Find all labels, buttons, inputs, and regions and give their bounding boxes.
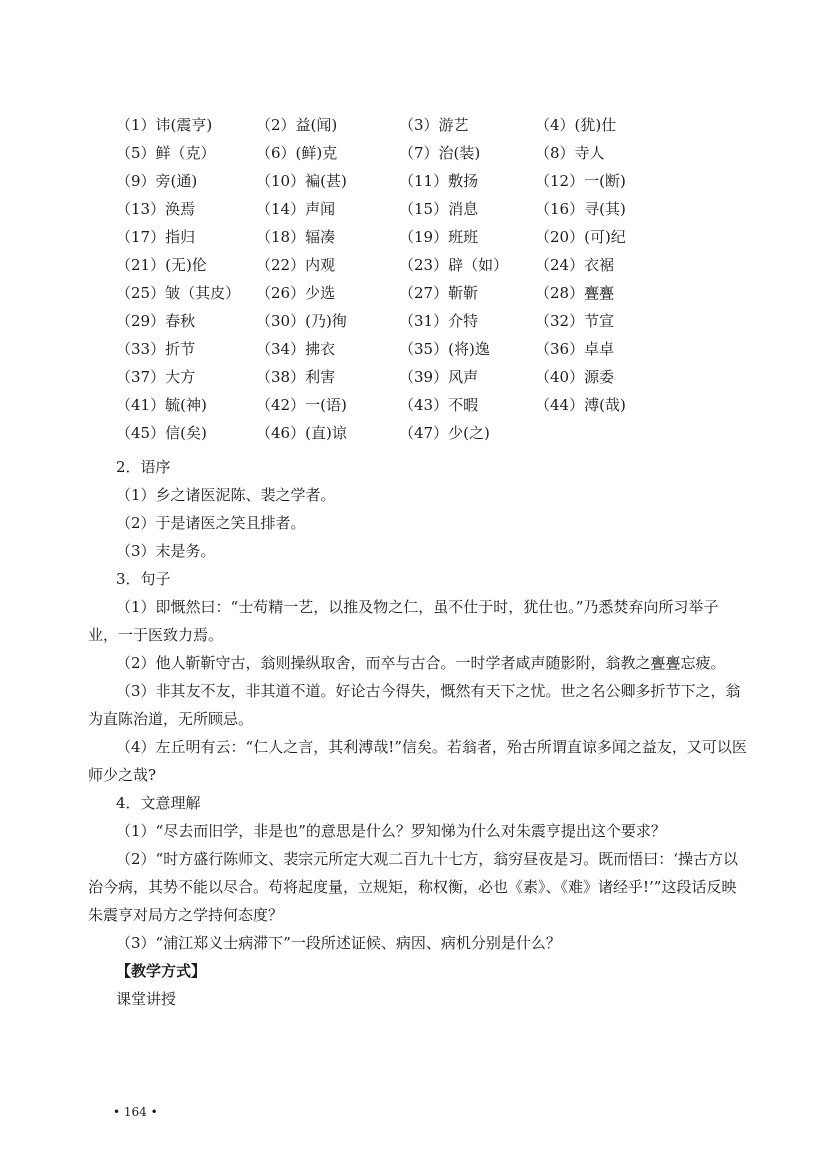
vocab-item: （18）辐凑 bbox=[256, 228, 336, 246]
vocab-item: （21）(无)伦 bbox=[116, 256, 207, 274]
vocab-item: （4）(犹)仕 bbox=[535, 116, 617, 134]
vocab-item: （11）敷扬 bbox=[399, 172, 479, 190]
comprehension-item: （2）“时方盛行陈师文、裴宗元所定大观二百九十七方，翁穷昼夜是习。既而悟曰：‘操古方以治今病，其势不能以尽合。苟将起度量，立规矩，称权衡，必也《素》、《难》诸经乎!’”这段话反映朱震亨对局方之学持何态度？ bbox=[88, 850, 738, 924]
vocab-item: （46）(直)谅 bbox=[256, 424, 347, 442]
vocab-item: （39）风声 bbox=[399, 368, 479, 386]
vocab-item: （2）益(闻) bbox=[256, 116, 338, 134]
word-order-item: （3）末是务。 bbox=[116, 542, 216, 560]
vocab-item: （35）(将)逸 bbox=[399, 340, 490, 358]
vocab-item: （33）折节 bbox=[116, 340, 196, 358]
section-title-word-order: 2．语序 bbox=[116, 458, 171, 476]
vocab-item: （42）一(语) bbox=[256, 396, 347, 414]
section-title-sentences: 3．句子 bbox=[116, 570, 171, 588]
vocab-item: （26）少选 bbox=[256, 284, 336, 302]
vocab-item: （17）指归 bbox=[116, 228, 196, 246]
vocab-item: （41）毓(神) bbox=[116, 396, 207, 414]
vocab-item: （6）(鲜)克 bbox=[256, 144, 338, 162]
vocab-item: （1）讳(震亨) bbox=[116, 116, 213, 134]
vocab-item: （13）涣焉 bbox=[116, 200, 196, 218]
vocab-item: （45）信(矣) bbox=[116, 424, 207, 442]
vocab-item: （47）少(之) bbox=[399, 424, 490, 442]
vocab-item: （22）内观 bbox=[256, 256, 336, 274]
sentence-item: （2）他人靳靳守古，翁则操纵取舍，而卒与古合。一时学者咸声随影附，翁教之亹亹忘疲。 bbox=[116, 654, 726, 672]
vocab-item: （31）介特 bbox=[399, 312, 479, 330]
vocab-item: （7）治(装) bbox=[399, 144, 481, 162]
vocab-item: （43）不暇 bbox=[399, 396, 479, 414]
vocab-item: （25）皱（其皮） bbox=[116, 284, 241, 302]
exercise-content bbox=[88, 453, 748, 1013]
vocab-item: （34）拂衣 bbox=[256, 340, 336, 358]
vocab-item: （44）溥(哉) bbox=[535, 396, 626, 414]
vocab-item: （10）褊(甚) bbox=[256, 172, 347, 190]
vocab-item: （28）亹亹 bbox=[535, 284, 615, 302]
vocab-item: （16）寻(其) bbox=[535, 200, 626, 218]
vocab-item: （3）游艺 bbox=[399, 116, 469, 134]
vocab-item: （23）辟（如） bbox=[399, 256, 509, 274]
vocab-item: （32）节宣 bbox=[535, 312, 615, 330]
vocab-item: （8）寺人 bbox=[535, 144, 605, 162]
vocab-item: （19）班班 bbox=[399, 228, 479, 246]
vocab-item: （38）利害 bbox=[256, 368, 336, 386]
word-order-item: （1）乡之诸医泥陈、裴之学者。 bbox=[116, 486, 336, 504]
sentence-item: （1）即慨然曰：“士苟精一艺，以推及物之仁，虽不仕于时，犹仕也。”乃悉焚弃向所习举子业，一于医致力焉。 bbox=[88, 598, 719, 644]
comprehension-item: （1）“尽去而旧学，非是也”的意思是什么？罗知悌为什么对朱震亨提出这个要求？ bbox=[116, 822, 666, 840]
page-number: • 164 • bbox=[113, 1105, 158, 1119]
teaching-method-title: 【教学方式】 bbox=[116, 962, 207, 980]
vocab-item: （9）旁(通) bbox=[116, 172, 198, 190]
vocab-item: （30）(乃)徇 bbox=[256, 312, 347, 330]
teaching-method-body: 课堂讲授 bbox=[116, 990, 177, 1008]
word-order-item: （2）于是诸医之笑且排者。 bbox=[116, 514, 306, 532]
vocabulary-grid bbox=[116, 111, 665, 447]
vocab-item: （5）鲜（克） bbox=[116, 144, 216, 162]
vocab-item: （36）卓卓 bbox=[535, 340, 615, 358]
vocab-item: （29）春秋 bbox=[116, 312, 196, 330]
vocab-item: （24）衣裾 bbox=[535, 256, 615, 274]
vocab-item: （15）消息 bbox=[399, 200, 479, 218]
vocab-item: （12）一(断) bbox=[535, 172, 626, 190]
vocab-item: （40）源委 bbox=[535, 368, 615, 386]
comprehension-item: （3）“浦江郑义士病滞下”一段所述证候、病因、病机分别是什么？ bbox=[116, 934, 561, 952]
vocab-item: （27）靳靳 bbox=[399, 284, 479, 302]
sentence-item: （4）左丘明有云：“仁人之言，其利溥哉!”信矣。若翁者，殆古所谓直谅多闻之益友，又可以医师少之哉? bbox=[88, 738, 747, 784]
vocab-item: （37）大方 bbox=[116, 368, 196, 386]
section-title-comprehension: 4．文意理解 bbox=[116, 794, 201, 812]
sentence-item: （3）非其友不友，非其道不道。好论古今得失，慨然有天下之忧。世之名公卿多折节下之，翁为直陈治道，无所顾忌。 bbox=[88, 682, 741, 728]
vocab-item: （14）声闻 bbox=[256, 200, 336, 218]
vocab-item: （20）(可)纪 bbox=[535, 228, 626, 246]
